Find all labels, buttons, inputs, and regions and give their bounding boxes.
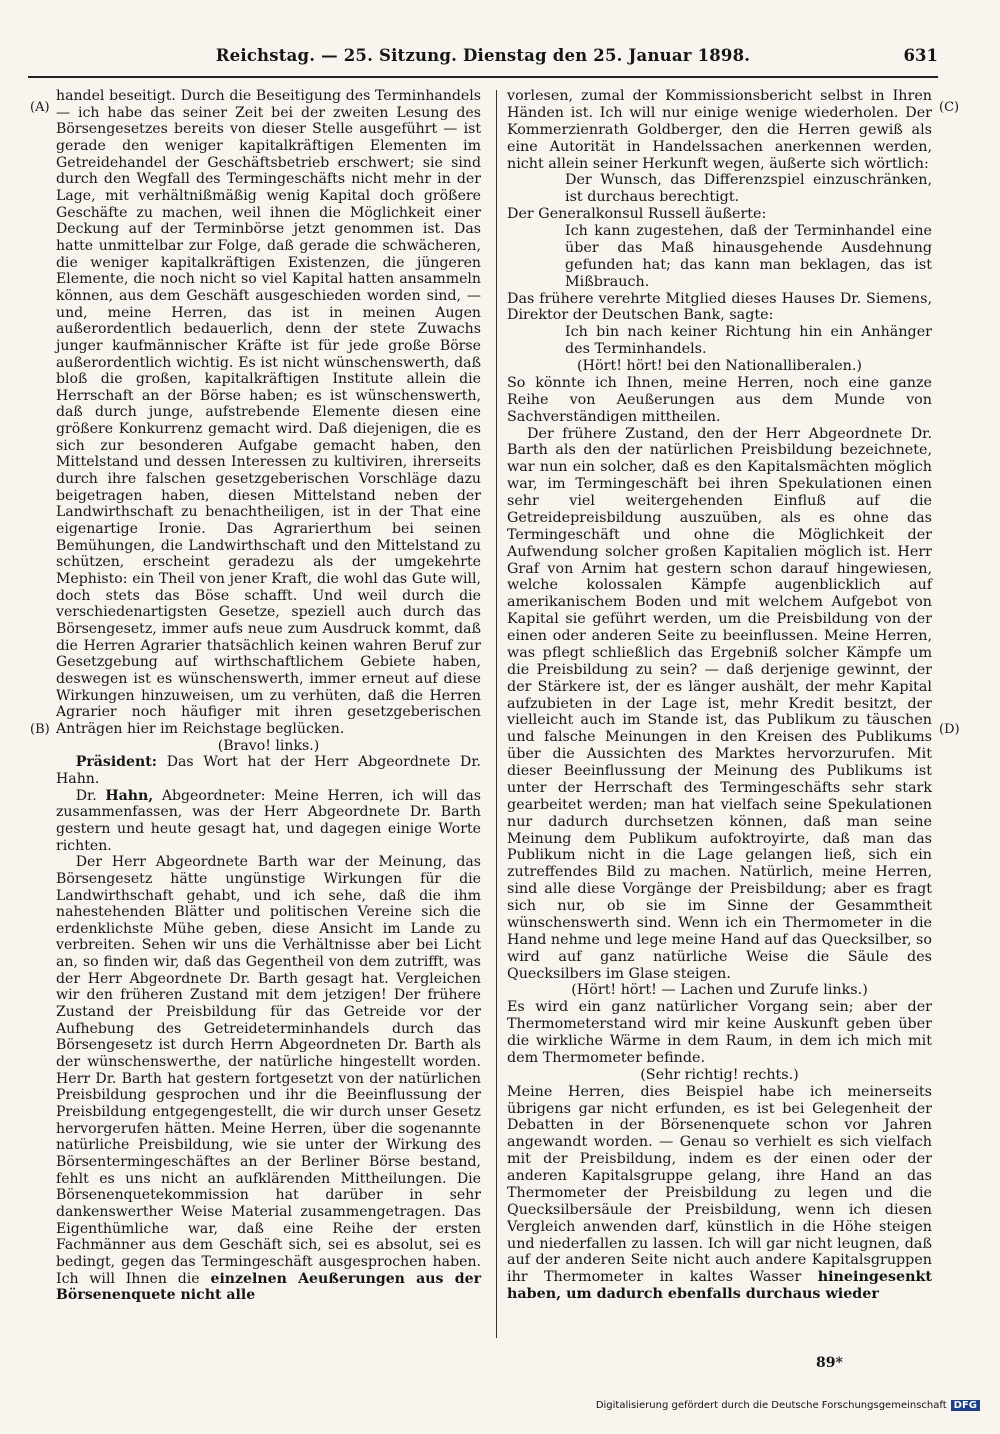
footer-credit: Digitalisierung gefördert durch die Deutsche Forschungsgemeinschaft	[595, 1400, 947, 1411]
footer	[596, 1400, 980, 1411]
column-divider	[496, 90, 497, 1338]
speaker-label: Präsident:	[75, 754, 157, 771]
right-column	[507, 88, 932, 1303]
paragraph: So könnte ich Ihnen, meine Herren, noch eine ganze Reihe von Aeußerungen aus dem Munde von Sachverständigen mittheilen.	[507, 374, 932, 425]
speaker-paragraph	[56, 754, 481, 787]
paragraph: Das frühere verehrte Mitglied dieses Hauses Dr. Siemens, Direktor der Deutschen Bank, sagte:	[507, 290, 932, 324]
margin-mark-d: (D)	[939, 722, 960, 737]
dfg-logo: DFG	[951, 1400, 980, 1411]
left-column	[56, 88, 481, 1304]
quotation: Ich kann zugestehen, daß der Terminhandel eine über das Maß hinausgehende Ausdehnung gefunden hat; das kann man beklagen, das ist Mißbrauch.	[565, 223, 932, 290]
page-number: 631	[903, 46, 938, 65]
paragraph	[507, 1084, 932, 1303]
speech-text: Abgeordneter: Meine Herren, ich will das zusammenfassen, was der Herr Abgeordnete Dr. Barth gestern und heute gesagt hat, und dagegen einige Worte richten.	[56, 787, 482, 854]
paragraph-bold-end: hineingesenkt haben, um dadurch ebenfalls durchaus wieder	[507, 1269, 932, 1303]
margin-mark-b: (B)	[30, 722, 50, 737]
interjection: (Sehr richtig! rechts.)	[640, 1066, 799, 1083]
running-title: Reichstag. — 25. Sitzung. Dienstag den 25. Januar 1898.	[215, 46, 751, 65]
header-rule	[28, 76, 938, 78]
signature-mark: 89*	[816, 1355, 843, 1371]
paragraph: vorlesen, zumal der Kommissionsbericht selbst in Ihren Händen ist. Ich will nur einige wenige wiederholen. Der Kommerzienrath Goldberger, den die Herren gewiß als eine Autorität in Handelssachen anerkennen werden, nicht allein seiner Herkunft wegen, äußerte sich wörtlich:	[507, 88, 932, 172]
speaker-title: Dr.	[75, 787, 97, 804]
quotation: Der Wunsch, das Differenzspiel einzuschränken, ist durchaus berechtigt.	[565, 172, 932, 206]
paragraph: Es wird ein ganz natürlicher Vorgang sein; aber der Thermometerstand wird mir keine Auskunft geben über die wirkliche Wärme in dem Raum, in dem ich mich mit dem Thermometer befinde.	[507, 999, 932, 1066]
margin-mark-a: (A)	[30, 100, 50, 115]
paragraph: Der Generalkonsul Russell äußerte:	[507, 206, 767, 223]
interjection: (Hört! hört! bei den Nationalliberalen.)	[576, 358, 863, 374]
quotation: Ich bin nach keiner Richtung hin ein Anhänger des Terminhandels.	[565, 324, 932, 358]
paragraph: Der frühere Zustand, den der Herr Abgeordnete Dr. Barth als den der natürlichen Preisbildung bezeichnete, war nun ein solcher, daß es den Kapitalsmächten möglich war, im Termingeschäft bei ihren Spekulationen einen sehr viel weitergehenden Einfluß auf die Getreidepreisbildung auszuüben, als es ohne das Termingeschäft und ohne die Möglichkeit der Aufwendung solcher großen Kapitalien möglich ist. Herr Graf von Arnim hat gestern schon darauf hingewiesen, welche kolossalen Kämpfe augenblicklich auf amerikanischem Boden und mit welchem Aufgebot von Kapital sie geführt werden, um die Preisbildung von der einen oder anderen Seite zu beeinflussen. Meine Herren, was pflegt schließlich das Ergebniß solcher Kämpfe um die Preisbildung zu sein? — daß derjenige gewinnt, der der Stärkere ist, der es länger aushält, der mehr Kapital aufzubieten in der Lage ist, mehr Kredit besitzt, der vielleicht auch im Stande ist, das Publikum zu täuschen und falsche Meinungen in den Kreisen des Publikums über die Aussichten des Marktes hervorzurufen. Mit dieser Beeinflussung der Meinung des Publikums ist unter der Herrschaft des Termingeschäfts sehr stark gearbeitet werden; man hat vielfach seine Spekulationen nur dadurch durchsetzen können, daß man seine Meinung dem Publikum aufoktroyirte, daß man das Publikum nicht in die Lage gelangen ließ, sich ein zutreffendes Bild zu machen. Natürlich, meine Herren, sind alle diese Vorgänge der Preisbildung; aber es fragt sich nur, ob sie im Sinne der Gesammtheit wünschenswerth sind. Wenn ich ein Thermometer in die Hand nehme und lege meine Hand auf das Quecksilber, so wird auf ganz natürliche Weise die Säule des Quecksilbers im Glase steigen.	[507, 425, 932, 982]
paragraph-bold-end: einzelnen Aeußerungen aus der Börsenenquete nicht alle	[56, 1270, 481, 1304]
speech-text: Das Wort hat der Herr Abgeordnete Dr. Hahn.	[56, 754, 481, 787]
interjection: (Bravo! links.)	[217, 737, 320, 754]
paragraph: handel beseitigt. Durch die Beseitigung des Terminhandels — ich habe das seiner Zeit bei der zweiten Lesung des Börsengesetzes bereits von dieser Stelle ausgeführt — ist gerade den weniger kapitalkräftigen Elementen im Getreidehandel der Geschäftsbetrieb erschwert; sie sind durch den Wegfall des Termingeschäfts nicht mehr in der Lage, mit verhältnißmäßig wenig Kapital doch größere Geschäfte zu machen, weil ihnen die Möglichkeit einer Deckung auf der Terminbörse jetzt genommen ist. Das hatte unmittelbar zur Folge, daß gerade die schwächeren, die weniger kapitalkräftigen Existenzen, die jüngeren Elemente, die noch nicht so viel Kapital hatten ansammeln können, aus dem Geschäft ausgeschieden worden sind, — und, meine Herren, das ist in meinen Augen außerordentlich bedauerlich, denn der stete Zuwachs junger kaufmännischer Kräfte ist für jede große Börse außerordentlich wichtig. Es ist nicht wünschenswerth, daß bloß die großen, kapitalkräftigen Institute allein die Herrschaft an der Börse haben; es ist wünschenswerth, daß durch junge, aufstrebende Elemente diesen eine größere Konkurrenz gemacht wird. Daß diejenigen, die es sich zur besonderen Aufgabe gemacht haben, den Mittelstand und dessen Interessen zu kultiviren, ihrerseits durch ihre falschen gesetzgeberischen Vorschläge dazu beigetragen haben, diesen Mittelstand neben der Landwirthschaft zu benachtheiligen, ist in der That eine eigenartige Ironie. Das Agrarierthum bei seinen Bemühungen, die Landwirthschaft und den Mittelstand zu schützen, erscheint geradezu als der umgekehrte Mephisto: ein Theil von jener Kraft, die wohl das Gute will, doch stets das Böse schafft. Und weil durch die verschiedenartigsten Gesetze, speziell auch durch das Börsengesetz, immer aufs neue zum Ausdruck kommt, daß die Herren Agrarier thatsächlich keinen wahren Beruf zur Gesetzgebung auf wirthschaftlichem Gebiete haben, deswegen ist es wünschenswerth, immer erneut auf diese Wirkungen hinzuweisen, um zu verhüten, daß die Herren Agrarier noch häufiger mit ihren gesetzgeberischen Anträgen hier im Reichstage beglücken.	[56, 88, 481, 737]
margin-mark-c: (C)	[939, 100, 960, 115]
paragraph	[56, 854, 481, 1304]
speaker-paragraph	[56, 788, 481, 855]
paragraph-text: Meine Herren, dies Beispiel habe ich meinerseits übrigens gar nicht erfunden, es ist bei Gelegenheit der Debatten in der Börsenenquete schon vor Jahren angewandt worden. — Genau so verhielt es sich vielfach mit der Preisbildung, indem es der einen oder der anderen Kapitalsgruppe gelang, ihre Hand an das Thermometer der Preisbildung zu legen und die Quecksilbersäule der Preisbildung, wenn ich diesen Vergleich anwenden darf, künstlich in die Höhe steigen und niederfallen zu lassen. Ich will gar nicht leugnen, daß auf der anderen Seite nicht auch andere Kapitalsgruppen ihr Thermometer in kaltes Wasser	[507, 1083, 932, 1286]
page-header	[28, 46, 938, 72]
interjection: (Hört! hört! — Lachen und Zurufe links.)	[571, 982, 868, 999]
speaker-label: Hahn,	[105, 787, 154, 804]
paragraph-text: Der Herr Abgeordnete Barth war der Meinung, das Börsengesetz hätte ungünstige Wirkungen für die Landwirthschaft gehabt, und ich sehe, daß die ihm nahestehenden Blätter und politischen Vereine sich die erdenklichste Mühe geben, diese Ansicht im Lande zu verbreiten. Sehen wir uns die Verhältnisse aber bei Licht an, so finden wir, daß das Gegentheil von dem zutrifft, was der Herr Abgeordnete Dr. Barth gesagt hat. Vergleichen wir den früheren Zustand mit dem jetzigen! Der frühere Zustand der Preisbildung für das Getreide vor der Aufhebung des Getreideterminhandels durch das Börsengesetz ist durch Herrn Abgeordneten Dr. Barth als der wünschenswerthe, der natürliche hingestellt worden. Herr Dr. Barth hat gestern fortgesetzt von der natürlichen Preisbildung gesprochen und ihr die Beeinflussung der Preisbildung entgegengestellt, die wir durch unser Gesetz hervorgerufen hätten. Meine Herren, über die sogenannte natürliche Preisbildung, wie sie unter der Wirkung des Börsentermingeschäftes an der Berliner Börse bestand, fehlt es uns nicht an aufklärenden Mittheilungen. Die Börsenenquetekommission hat darüber in sehr dankenswerther Weise Material zusammengetragen. Das Eigenthümliche war, daß eine Reihe der ersten Fachmänner aus dem Geschäft sich, sei es absolut, sei es bedingt, gegen das Termingeschäft ausgesprochen haben. Ich will Ihnen die	[56, 854, 481, 1287]
